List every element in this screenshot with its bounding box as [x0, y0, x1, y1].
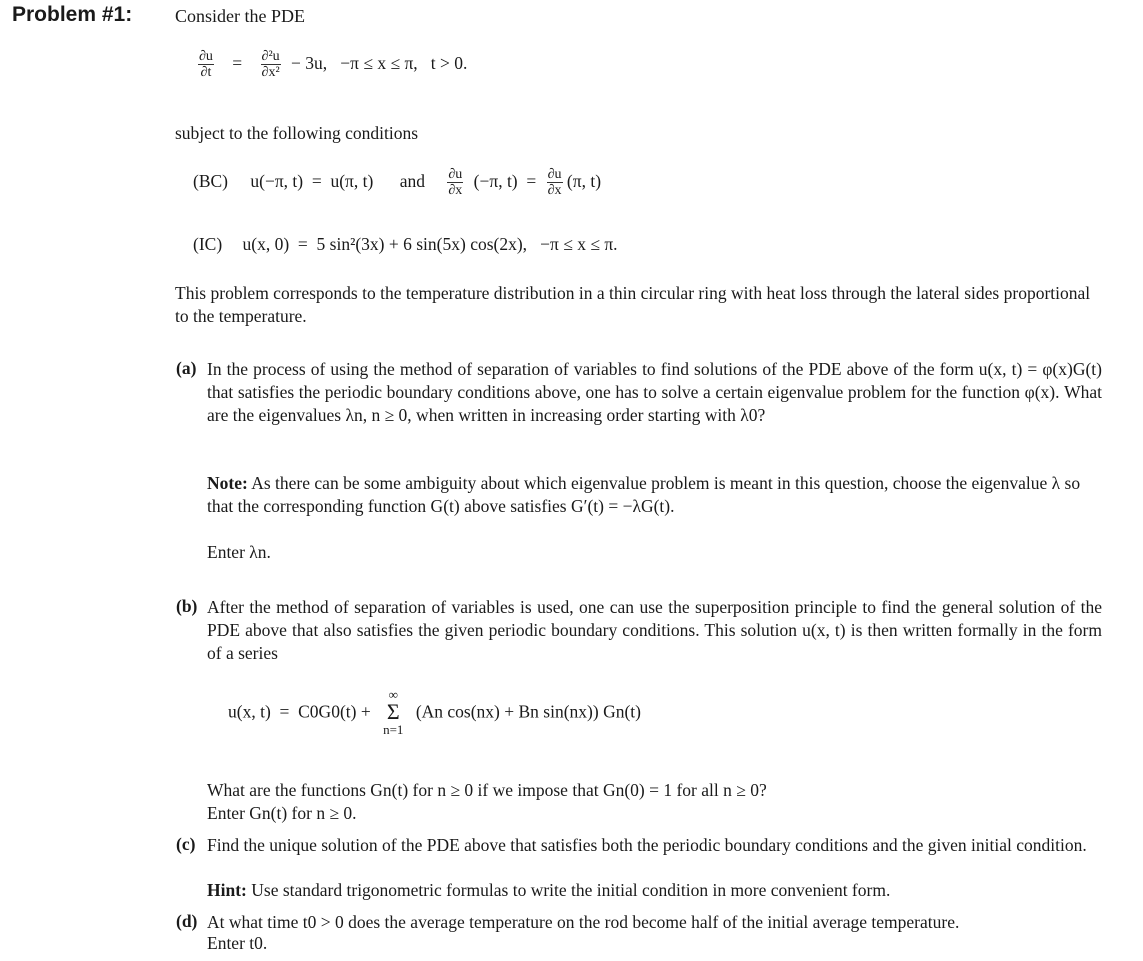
part-a-text: In the process of using the method of separation of variables to find solutions of the PDE above of the form u(x, t) = φ(x)G(t) that satisfies the periodic boundary conditions above, one has to solve a certain eigenvalue problem for the function φ(x). What are the eigenvalues λn, n ≥ 0, when written in increasing order starting with λ0? [207, 359, 1102, 425]
pde-equation [198, 50, 467, 80]
part-b-label: (b) [176, 596, 198, 616]
bc-part3: (π, t) [566, 171, 602, 192]
bc-part1: u(−π, t) = u(π, t) [250, 171, 374, 192]
note-text: As there can be some ambiguity about which eigenvalue problem is meant in this question, choose the eigenvalue λ so that the corresponding function G(t) above satisfies G′(t) = −λG(t). [207, 473, 1081, 516]
ic-label: (IC) [193, 234, 223, 254]
bc-label: (BC) [193, 171, 228, 192]
bc-du-dx-fraction-1: $\frac{\partial u}{\partial x}$ [448, 167, 463, 198]
ic-formula: u(x, 0) = 5 sin²(3x) + 6 sin(5x) cos(2x), −π ≤ x ≤ π. [242, 234, 618, 254]
bc-part2: (−π, t) = [473, 171, 537, 192]
part-a-enter: Enter λn. [207, 542, 271, 562]
initial-condition [193, 234, 618, 255]
du-dt-fraction: $\frac{\partial u}{\partial t}$ [199, 49, 213, 80]
d2u-dx2-fraction: $\frac{\text{∂²u}}{\text{∂x²}}$ [261, 49, 280, 80]
hint-label: Hint: [207, 880, 247, 900]
series-lhs: u(x, t) = C0G0(t) + [228, 701, 371, 722]
bc-du-dx-fraction-2: $\frac{\partial u}{\partial x}$ [547, 167, 562, 198]
part-b-question: What are the functions Gn(t) for n ≥ 0 if we impose that Gn(0) = 1 for all n ≥ 0? [207, 780, 767, 800]
problem-title: Problem #1: [12, 3, 133, 26]
hint-text: Use standard trigonometric formulas to write the initial condition in more convenient form. [251, 880, 891, 900]
part-b-text: After the method of separation of variables is used, one can use the superposition principle to find the general solution of the PDE above that also satisfies the given periodic boundary conditions. This solution u(x, t) is then written formally in the form of a series [207, 597, 1102, 663]
series-formula [228, 688, 641, 736]
part-d-label: (d) [176, 911, 198, 931]
summation: ∞ Σ n=1 [383, 687, 404, 737]
part-d-enter: Enter t0. [207, 933, 268, 953]
pde-eq-sign: = [232, 53, 243, 74]
part-a-label: (a) [176, 358, 197, 378]
part-c-hint [207, 880, 890, 901]
part-b-enter: Enter Gn(t) for n ≥ 0. [207, 803, 357, 823]
part-c-text: Find the unique solution of the PDE above that satisfies both the periodic boundary conditions and the given initial condition. [207, 835, 1087, 855]
note-label: Note: [207, 473, 248, 493]
bc-and: and [399, 171, 425, 192]
pde-rest: − 3u, −π ≤ x ≤ π, t > 0. [291, 53, 468, 74]
part-a-note [207, 472, 1102, 518]
series-rhs: (An cos(nx) + Bn sin(nx)) Gn(t) [415, 701, 641, 722]
problem-intro: Consider the PDE [175, 6, 305, 26]
boundary-conditions [193, 168, 601, 198]
part-c-label: (c) [176, 834, 196, 854]
part-d-text: At what time t0 > 0 does the average temperature on the rod become half of the initial average temperature. [207, 912, 960, 932]
problem-description: This problem corresponds to the temperature distribution in a thin circular ring with heat loss through the lateral sides proportional to the temperature. [175, 283, 1091, 326]
subject-line: subject to the following conditions [175, 123, 419, 143]
